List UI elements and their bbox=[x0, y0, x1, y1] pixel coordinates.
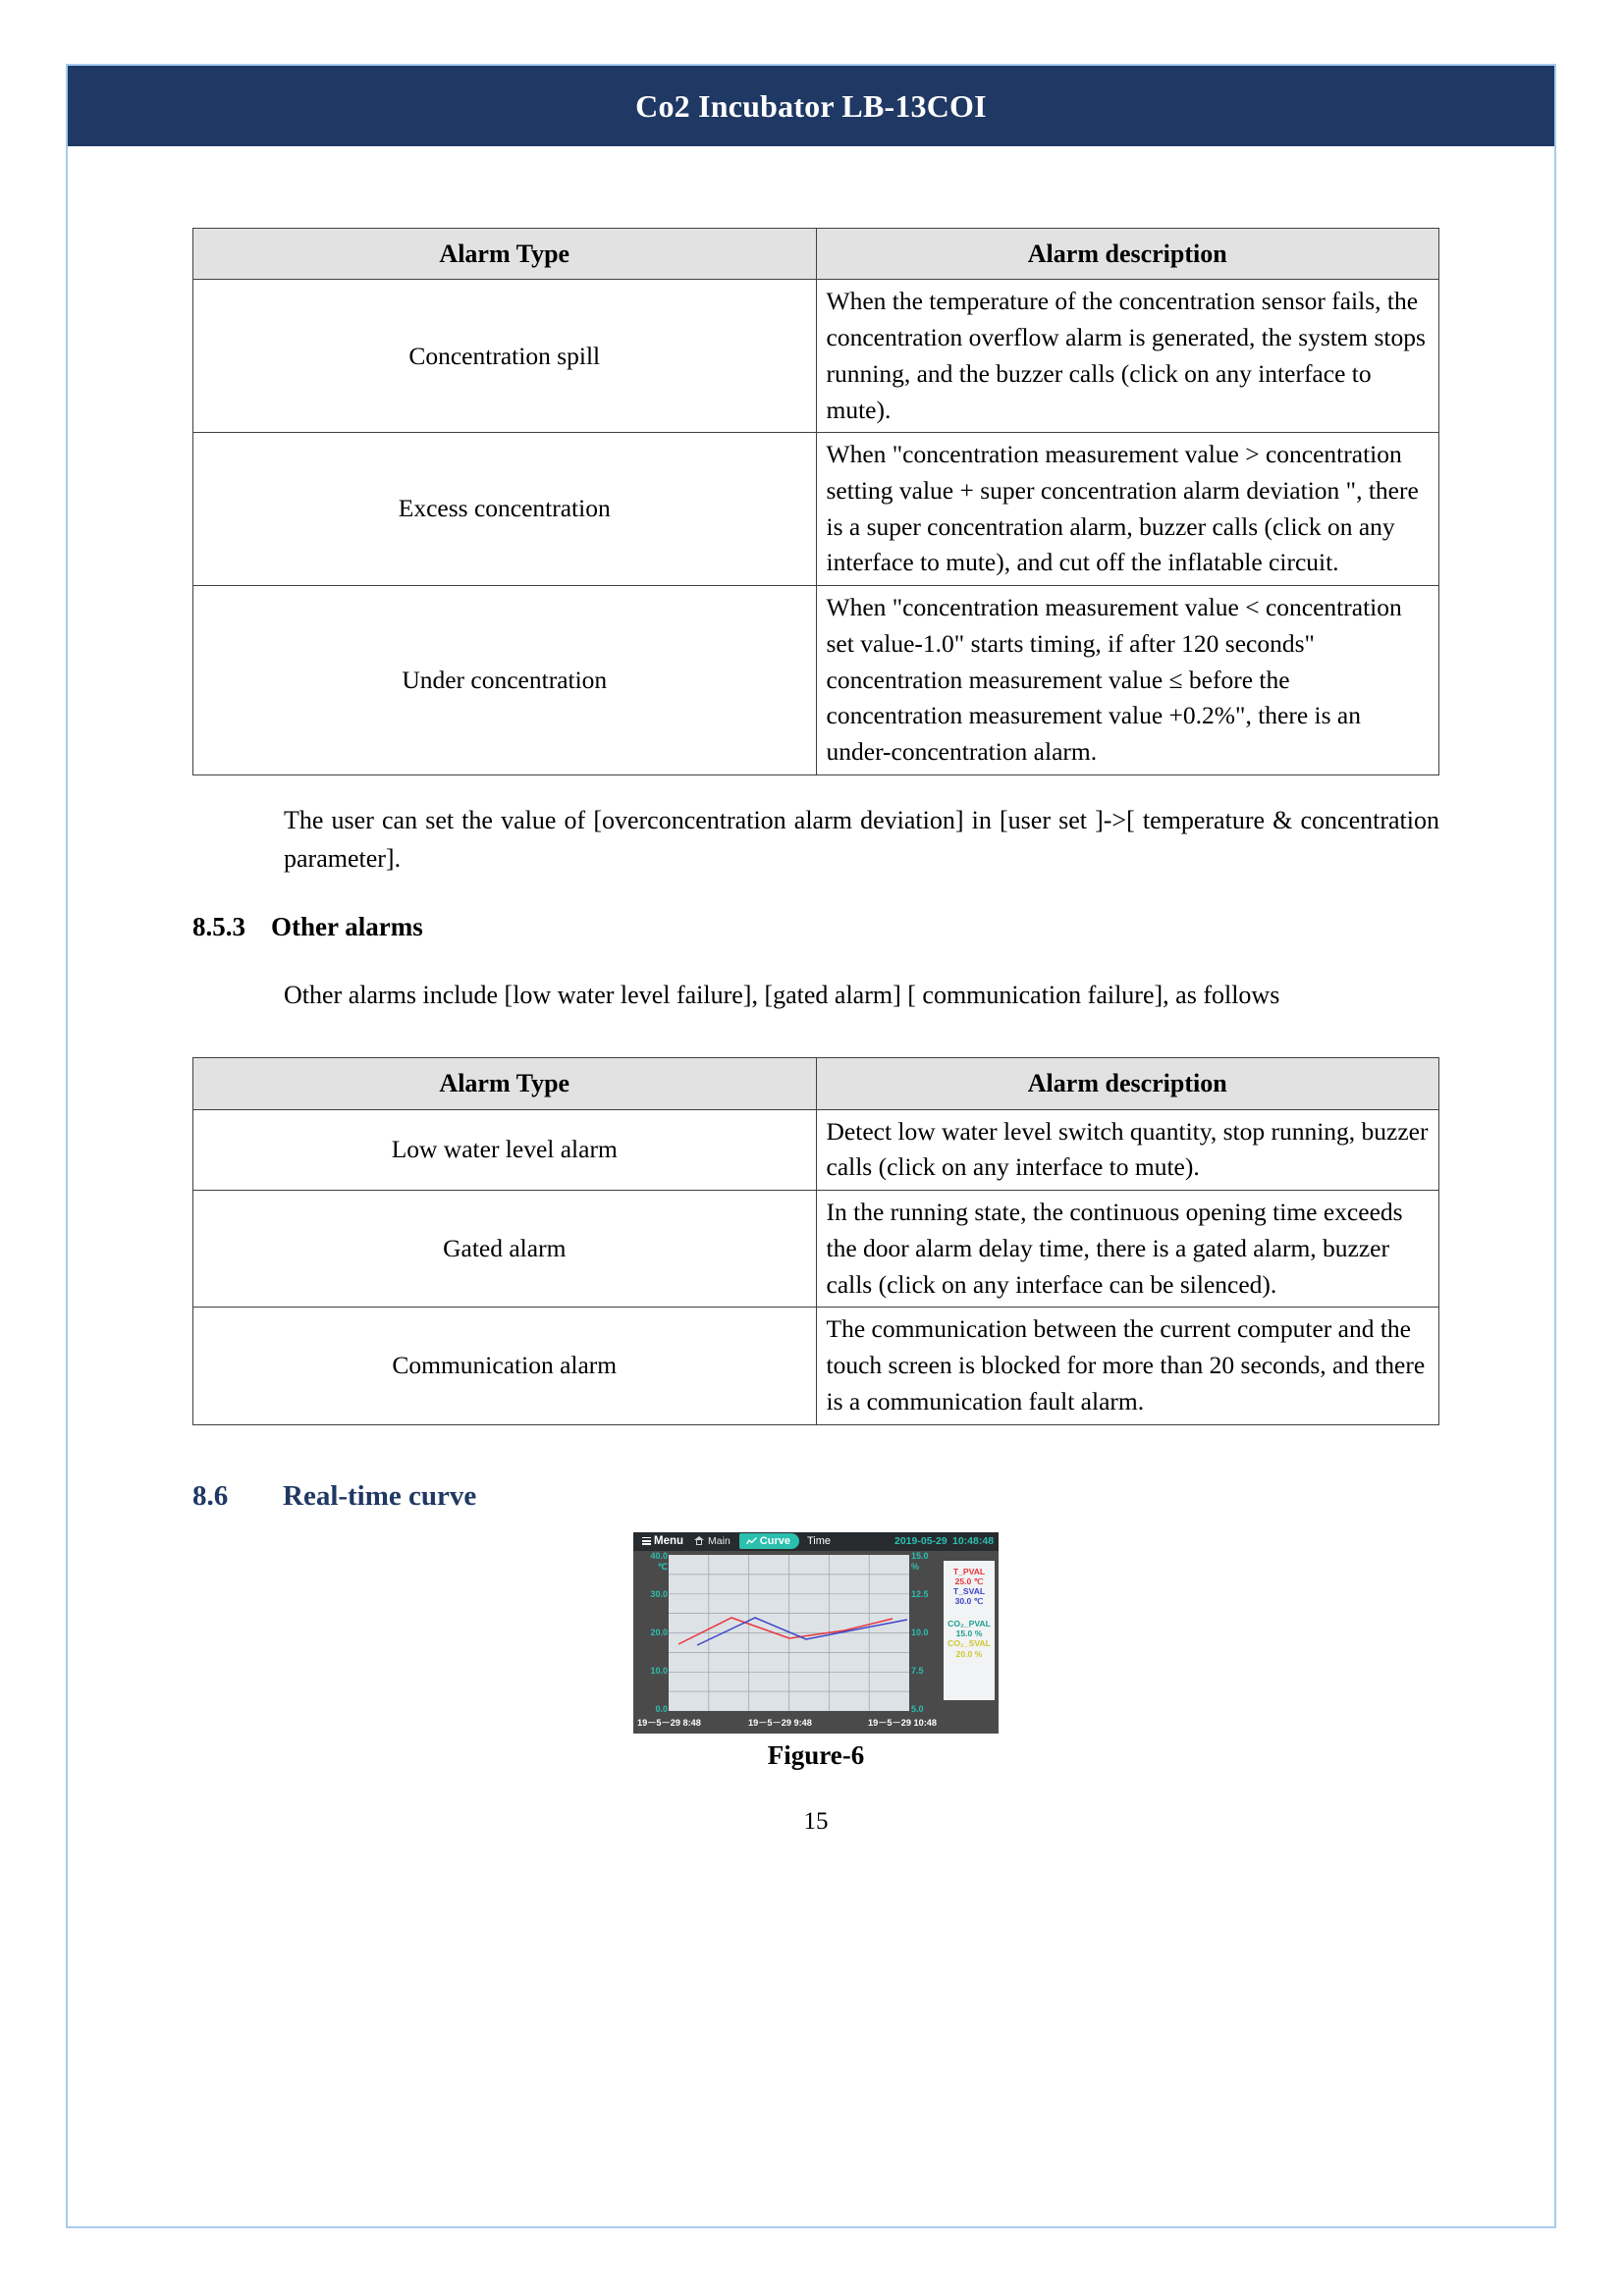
table-row bbox=[193, 1308, 1439, 1424]
clock-display: 10:48:48 bbox=[952, 1535, 995, 1548]
chart-x-axis-labels bbox=[633, 1715, 999, 1731]
legend-value: 30.0 ℃ bbox=[954, 1595, 984, 1606]
left-axis-tick: 40.0 bbox=[650, 1550, 668, 1561]
menu-button-label: Menu bbox=[654, 1535, 684, 1548]
left-axis-tick: 30.0 bbox=[650, 1588, 668, 1599]
home-icon bbox=[693, 1536, 704, 1546]
table-row bbox=[193, 433, 1439, 586]
legend-entry-co2-sval bbox=[944, 1638, 995, 1658]
page-number: 15 bbox=[803, 1807, 829, 1835]
right-axis-tick: 5.0 bbox=[911, 1703, 924, 1714]
figure-caption: Figure-6 bbox=[767, 1739, 865, 1770]
legend-label: T_SVAL bbox=[952, 1585, 986, 1596]
left-axis-tick: 10.0 bbox=[650, 1665, 668, 1676]
x-axis-tick-label: 19－5－29 9:48 bbox=[748, 1717, 812, 1728]
alarm-type-cell: Low water level alarm bbox=[193, 1109, 817, 1190]
alarm-description-cell: When "concentration measurement value > concentration setting value + super concentration alarm deviation ", there is a super concentration alarm, buzzer calls (click on any interface to mute), and cut off the inflatable circuit. bbox=[816, 433, 1439, 586]
page-content bbox=[192, 228, 1439, 1836]
legend-value: 15.0 % bbox=[955, 1629, 983, 1639]
column-header-alarm-type: Alarm Type bbox=[193, 1058, 817, 1109]
series-t-sval-line bbox=[697, 1618, 907, 1645]
chart-svg bbox=[669, 1555, 909, 1711]
legend-label: CO₂_PVAL bbox=[947, 1619, 991, 1629]
chart-legend bbox=[944, 1561, 995, 1700]
hamburger-icon bbox=[642, 1537, 651, 1545]
legend-entry-co2-pval bbox=[944, 1619, 995, 1638]
time-label: Time bbox=[807, 1535, 832, 1548]
left-axis-unit: ℃ bbox=[657, 1561, 668, 1572]
table-row bbox=[193, 280, 1439, 433]
table-header-row bbox=[193, 229, 1439, 280]
right-axis-tick: 10.0 bbox=[911, 1627, 929, 1637]
section-number: 8.6 bbox=[192, 1479, 229, 1512]
curve-tab[interactable] bbox=[739, 1533, 799, 1549]
right-axis-tick: 7.5 bbox=[911, 1665, 924, 1676]
legend-entry-t-pval bbox=[944, 1567, 995, 1586]
section-title: Real-time curve bbox=[283, 1479, 477, 1512]
column-header-alarm-description: Alarm description bbox=[816, 229, 1439, 280]
alarm-description-cell: When the temperature of the concentration sensor fails, the concentration overflow alarm is generated, the system stops running, and the buzzer calls (click on any interface to mute). bbox=[816, 280, 1439, 433]
left-axis-tick: 0.0 bbox=[655, 1703, 668, 1714]
chart-gridlines bbox=[669, 1555, 909, 1711]
legend-spacer bbox=[944, 1606, 995, 1619]
hmi-toolbar bbox=[633, 1532, 999, 1551]
menu-button[interactable] bbox=[633, 1532, 683, 1551]
x-axis-tick-label: 19－5－29 10:48 bbox=[868, 1717, 937, 1728]
alarm-description-cell: When "concentration measurement value < concentration set value-1.0" starts timing, if after 120 seconds" concentration measurement value ≤ before the concentration measurement value +0.2%", there is an under-concentration alarm. bbox=[816, 586, 1439, 775]
alarm-description-cell: The communication between the current computer and the touch screen is blocked for more than 20 seconds, and there is a communication fault alarm. bbox=[816, 1308, 1439, 1424]
table-row bbox=[193, 586, 1439, 775]
alarm-type-cell: Gated alarm bbox=[193, 1191, 817, 1308]
document-header-banner bbox=[68, 66, 1554, 146]
alarm-description-cell: In the running state, the continuous opening time exceeds the door alarm delay time, there is a gated alarm, buzzer calls (click on any interface can be silenced). bbox=[816, 1191, 1439, 1308]
legend-value: 25.0 ℃ bbox=[954, 1575, 984, 1586]
column-header-alarm-description: Alarm description bbox=[816, 1058, 1439, 1109]
main-tab[interactable] bbox=[693, 1532, 731, 1551]
legend-entry-t-sval bbox=[944, 1586, 995, 1606]
section-heading-8-6 bbox=[192, 1480, 1439, 1513]
legend-label: T_PVAL bbox=[952, 1566, 986, 1576]
table-header-row bbox=[193, 1058, 1439, 1109]
alarm-type-cell: Under concentration bbox=[193, 586, 817, 775]
chart-plot-area bbox=[669, 1555, 909, 1711]
table-row bbox=[193, 1109, 1439, 1190]
date-display: 2019-05-29 bbox=[894, 1535, 947, 1548]
alarm-type-cell: Excess concentration bbox=[193, 433, 817, 586]
chart-line-icon bbox=[746, 1537, 757, 1546]
chart-right-axis bbox=[911, 1550, 941, 1714]
left-axis-tick: 20.0 bbox=[650, 1627, 668, 1637]
hmi-device-screenshot bbox=[633, 1532, 999, 1734]
alarm-type-cell: Concentration spill bbox=[193, 280, 817, 433]
column-header-alarm-type: Alarm Type bbox=[193, 229, 817, 280]
curve-tab-label: Curve bbox=[759, 1535, 790, 1548]
alarm-type-cell: Communication alarm bbox=[193, 1308, 817, 1424]
alarm-table-other bbox=[192, 1057, 1439, 1424]
alarm-description-cell: Detect low water level switch quantity, stop running, buzzer calls (click on any interface to mute). bbox=[816, 1109, 1439, 1190]
right-axis-tick: 15.0 bbox=[911, 1550, 929, 1561]
x-axis-tick-label: 19－5－29 8:48 bbox=[637, 1717, 701, 1728]
right-axis-tick: 12.5 bbox=[911, 1588, 929, 1599]
paragraph-other-alarms: Other alarms include [low water level failure], [gated alarm] [ communication failure], as follows bbox=[284, 980, 1280, 1009]
section-number: 8.5.3 bbox=[192, 911, 245, 941]
section-heading-8-5-3 bbox=[192, 912, 1439, 942]
document-title: Co2 Incubator LB-13COI bbox=[635, 87, 987, 124]
main-tab-label: Main bbox=[708, 1535, 731, 1548]
paragraph-user-set: The user can set the value of [overconcentration alarm deviation] in [user set ]->[ temperature & concentration parameter]. bbox=[284, 805, 1439, 874]
legend-label: CO₂_SVAL bbox=[947, 1638, 991, 1649]
alarm-table-concentration bbox=[192, 228, 1439, 775]
chart-left-axis bbox=[635, 1550, 668, 1714]
figure-6 bbox=[192, 1532, 1439, 1771]
table-row bbox=[193, 1191, 1439, 1308]
section-title: Other alarms bbox=[271, 911, 423, 941]
right-axis-unit: % bbox=[911, 1561, 920, 1572]
legend-value: 20.0 % bbox=[955, 1648, 983, 1659]
